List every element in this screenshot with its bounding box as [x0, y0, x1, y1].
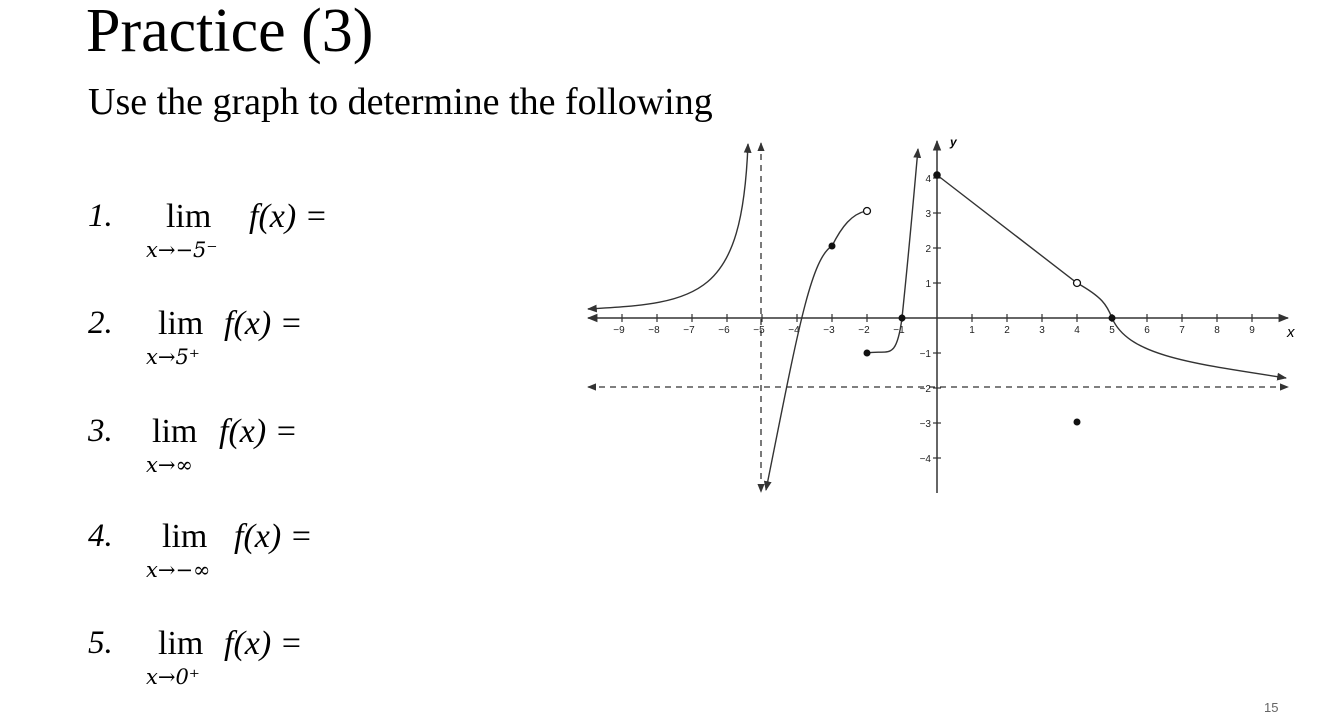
x-tick-label: 8 [1214, 325, 1220, 336]
y-tick-label: −4 [919, 454, 931, 465]
problem-number: 2. [88, 305, 113, 341]
filled-point [864, 350, 871, 357]
x-tick-label: −3 [823, 325, 835, 336]
x-tick-label: 9 [1249, 325, 1255, 336]
limit-approach: x→0⁺ [146, 665, 200, 689]
x-tick-label: −7 [683, 325, 695, 336]
x-tick-label: −6 [718, 325, 730, 336]
curve-far-right-branch [937, 175, 1286, 378]
x-tick-label: −1 [893, 325, 905, 336]
limit-approach: x→−5⁻ [146, 238, 218, 262]
x-tick-label: 1 [969, 325, 975, 336]
x-tick-label: −2 [858, 325, 870, 336]
page-number: 15 [1264, 700, 1279, 715]
lim-operator: lim [158, 305, 204, 342]
curve-middle-branch [766, 211, 866, 490]
x-tick-label: 6 [1144, 325, 1150, 336]
filled-point [933, 171, 941, 179]
y-tick-label: −1 [919, 349, 931, 360]
limit-expression: f(x) = [219, 413, 298, 450]
curve-right-branch [867, 149, 918, 353]
limit-approach: x→−∞ [146, 558, 211, 582]
y-tick-label: 2 [925, 244, 931, 255]
x-tick-label: −9 [613, 325, 625, 336]
problem-2 [88, 305, 508, 375]
filled-point [899, 315, 906, 322]
filled-point [1109, 315, 1116, 322]
y-tick-label: 1 [925, 279, 931, 290]
curve-left-branch [588, 144, 748, 309]
slide-subtitle: Use the graph to determine the following [88, 81, 713, 123]
limit-expression: f(x) = [224, 625, 303, 662]
lim-operator: lim [152, 413, 198, 450]
problem-4 [88, 518, 508, 588]
x-tick-label: 2 [1004, 325, 1010, 336]
open-point [1074, 280, 1081, 287]
lim-operator: lim [158, 625, 204, 662]
y-axis-label: y [950, 135, 957, 149]
problem-3 [88, 413, 508, 483]
x-tick-label: 7 [1179, 325, 1185, 336]
problem-number: 3. [88, 413, 113, 449]
slide-title: Practice (3) [86, 0, 374, 65]
x-tick-label: −5 [753, 325, 765, 336]
filled-point [1074, 419, 1081, 426]
filled-point [829, 243, 836, 250]
x-tick-label: 3 [1039, 325, 1045, 336]
limit-expression: f(x) = [249, 198, 328, 235]
x-tick-label: 4 [1074, 325, 1080, 336]
limit-expression: f(x) = [234, 518, 313, 555]
x-tick-label: −4 [788, 325, 800, 336]
limit-approach: x→5⁺ [146, 345, 200, 369]
function-graph [580, 135, 1300, 505]
y-tick-label: 3 [925, 209, 931, 220]
limit-expression: f(x) = [224, 305, 303, 342]
x-axis-label: x [1287, 324, 1295, 341]
problem-5 [88, 625, 508, 695]
problem-number: 1. [88, 198, 113, 234]
axis-ticks [613, 174, 1255, 465]
limit-approach: x→∞ [146, 453, 193, 477]
y-tick-label: −2 [919, 384, 931, 395]
y-tick-label: −3 [919, 419, 931, 430]
y-tick-label: 4 [925, 174, 931, 185]
problem-number: 5. [88, 625, 113, 661]
problem-1 [88, 198, 508, 268]
x-tick-label: 5 [1109, 325, 1115, 336]
lim-operator: lim [162, 518, 208, 555]
x-tick-label: −8 [648, 325, 660, 336]
problem-number: 4. [88, 518, 113, 554]
open-point [864, 208, 871, 215]
lim-operator: lim [166, 198, 212, 235]
